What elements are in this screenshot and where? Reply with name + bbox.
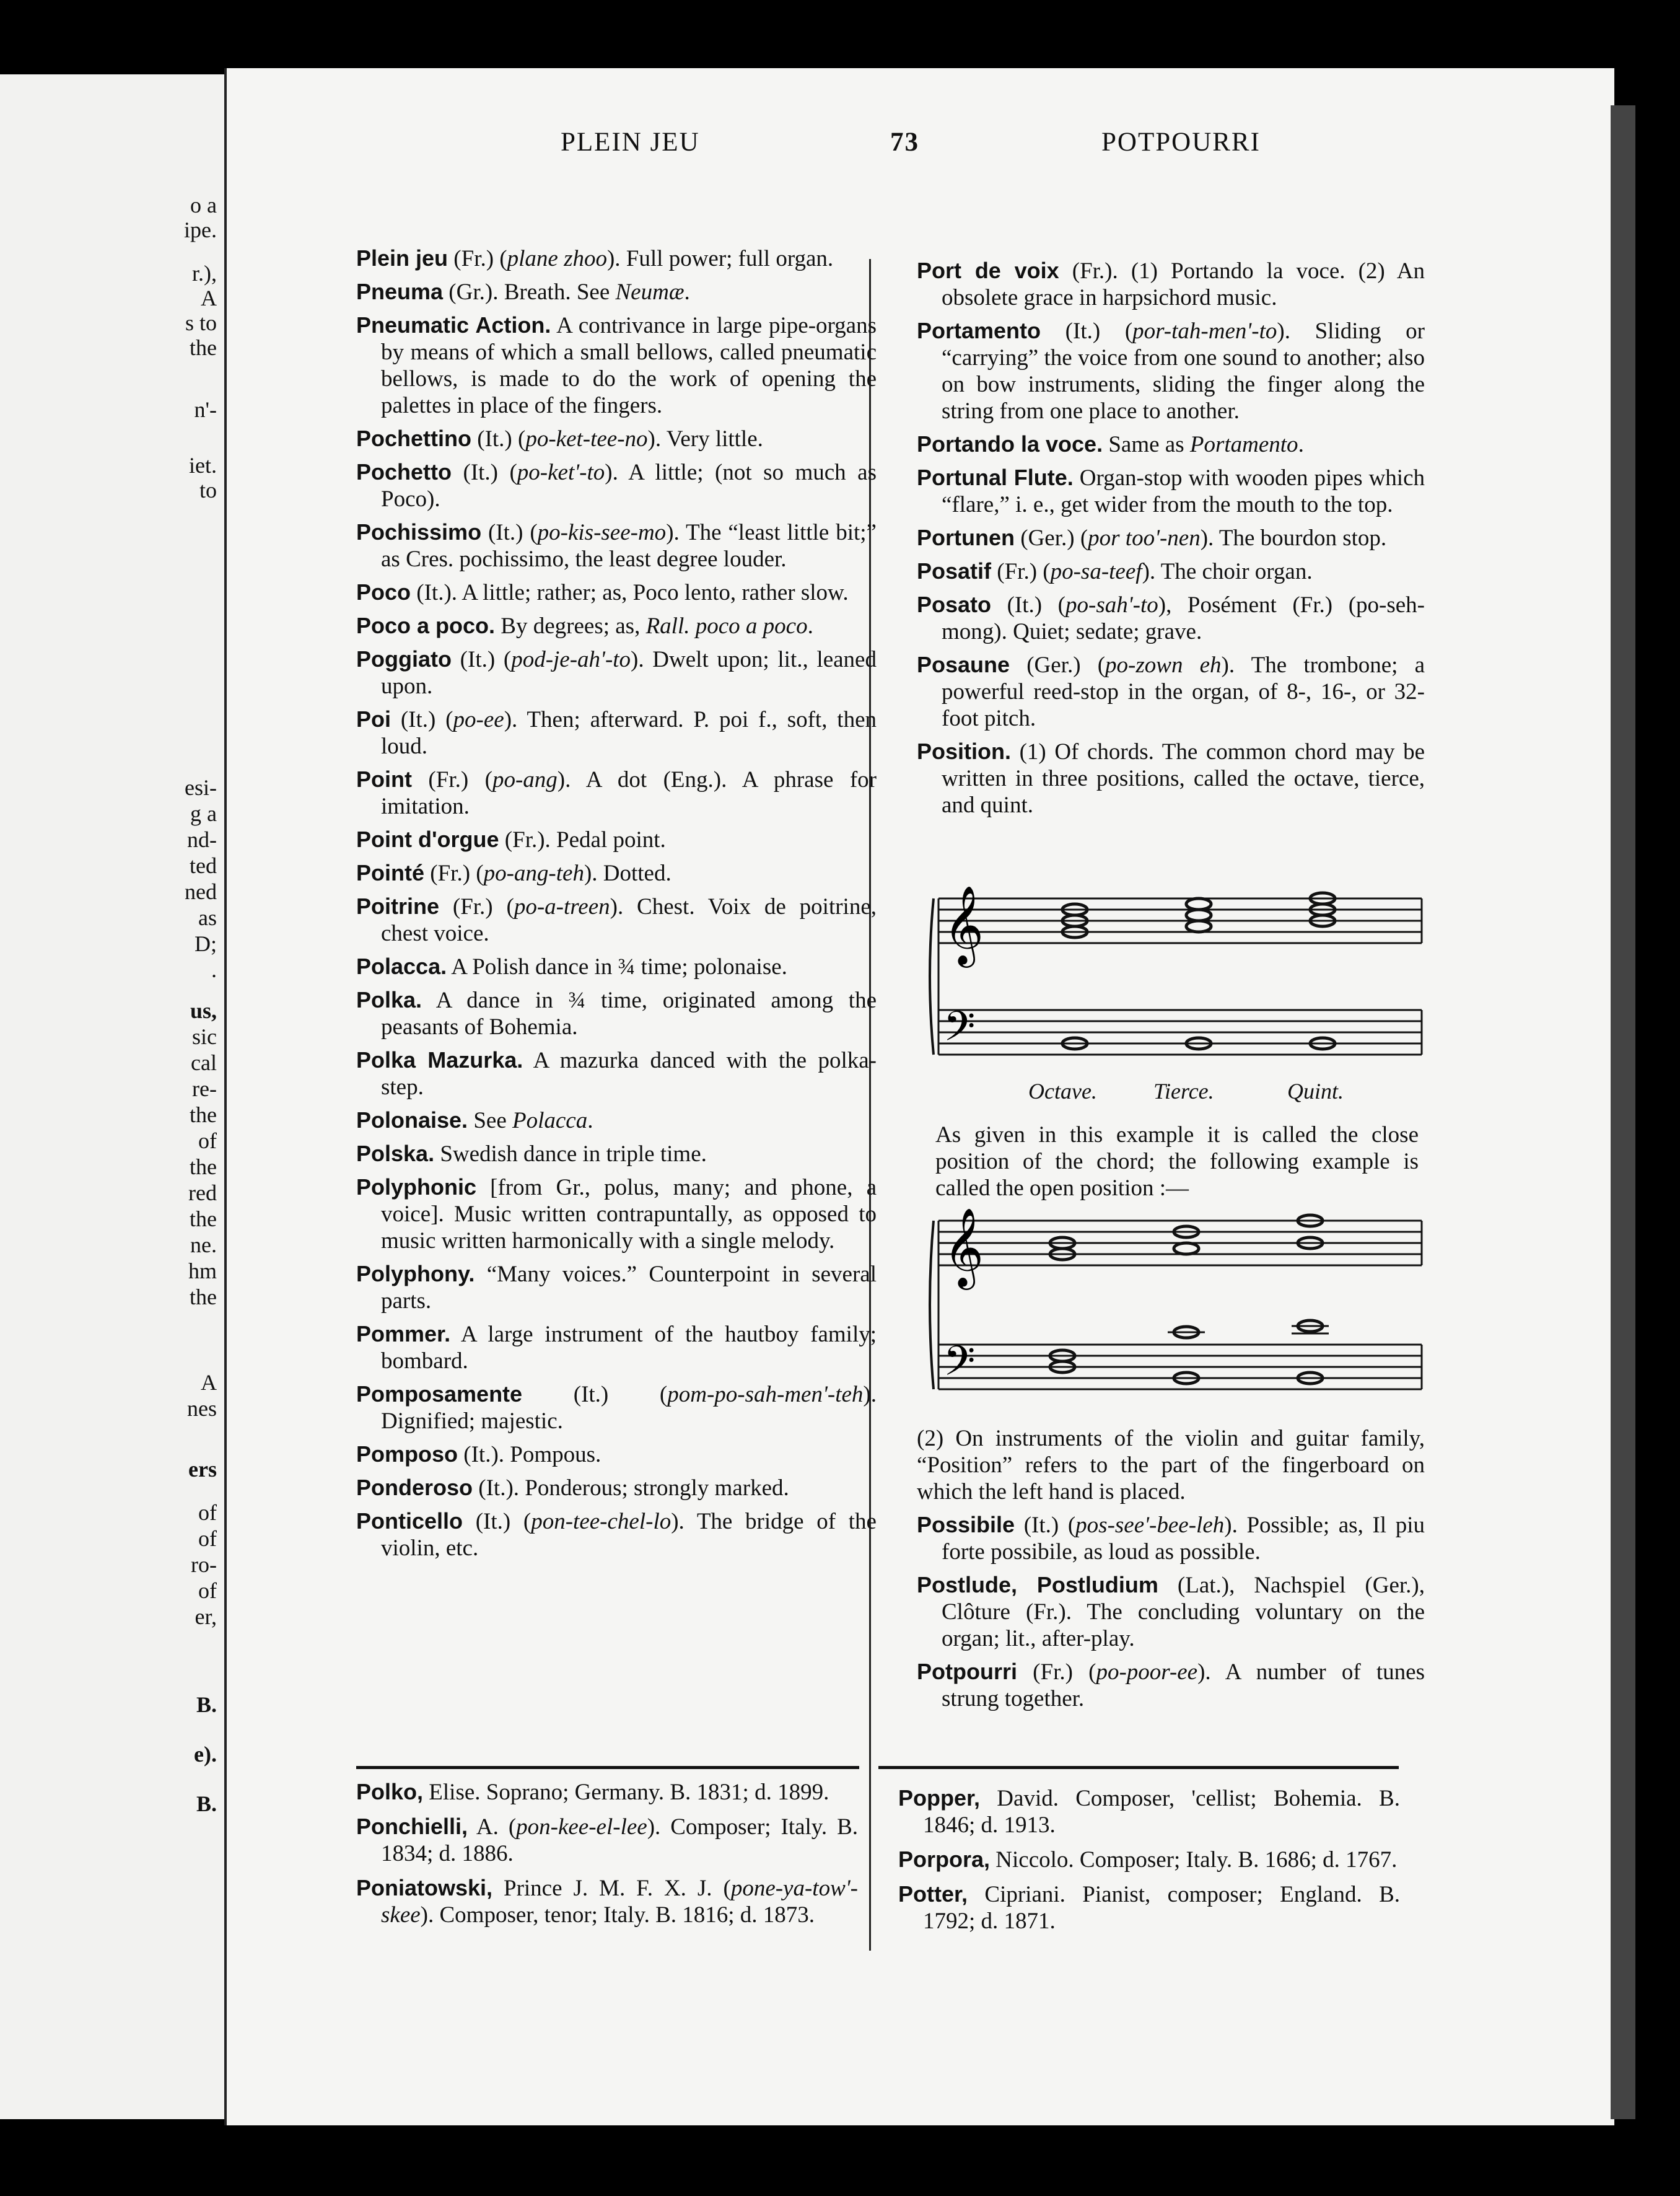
left-page-fragment — [0, 74, 224, 2119]
entry-headword: Polyphony. — [356, 1261, 475, 1286]
entry-text-end: ). A little; (not so much as Poco). — [381, 460, 877, 512]
margin-fragment: A — [201, 1370, 217, 1395]
entry-headword: Poco — [356, 579, 411, 605]
entry-text-end: . — [587, 1108, 593, 1133]
dictionary-entry — [356, 245, 877, 272]
entry-pronunciation: pom-po-sah-men'-teh — [667, 1382, 864, 1407]
entry-headword: Pneuma — [356, 279, 444, 304]
entry-text: (It.). Ponderous; strongly marked. — [473, 1475, 789, 1501]
margin-fragment: ted — [190, 853, 217, 878]
right-column-bottom — [917, 1425, 1425, 1718]
entry-text: (Fr.) ( — [1017, 1659, 1096, 1685]
margin-fragment: B. — [196, 1791, 217, 1816]
dictionary-entry — [917, 431, 1425, 458]
entry-headword: Poi — [356, 706, 392, 732]
dictionary-entry — [356, 1474, 877, 1501]
entry-text: (It.). A little; rather; as, Poco lento, rather slow. — [411, 580, 849, 605]
dictionary-entry — [917, 1571, 1425, 1652]
entry-text-end: ). Full power; full organ. — [606, 246, 834, 271]
dictionary-entry — [356, 612, 877, 639]
entry-text: (Fr.) ( — [991, 559, 1051, 584]
entry-headword: Pomposamente — [356, 1381, 523, 1407]
entry-headword: Pomposo — [356, 1441, 458, 1467]
entry-headword: Polyphonic — [356, 1174, 477, 1200]
entry-text: (1) Of chords. The common chord may be written in three positions, called the octave, tierce, and quint. — [942, 739, 1425, 818]
margin-fragment: the — [190, 1154, 217, 1179]
dictionary-entry — [356, 579, 877, 606]
entry-headword: Pommer. — [356, 1321, 451, 1346]
dictionary-entry — [917, 738, 1425, 819]
dictionary-entry — [356, 859, 877, 887]
entry-headword: Posatif — [917, 558, 992, 584]
entry-text-end: ), Posément (Fr.) (po-seh-mong). Quiet; sedate; grave. — [942, 592, 1425, 644]
entry-headword: Possibile — [917, 1512, 1015, 1537]
position-text: As given in this example it is called the close position of the chord; the following example is called the open position :— — [935, 1122, 1419, 1201]
entry-text: (Fr.). (1) Portando la voce. (2) An obsolete grace in harpsichord music. — [942, 258, 1425, 310]
margin-fragment: o a — [190, 193, 217, 217]
entry-headword: Popper, — [898, 1785, 981, 1811]
entry-pronunciation: plane zhoo — [507, 246, 607, 271]
entry-text: (It.) ( — [471, 426, 526, 452]
entry-text: (It.) ( — [1041, 318, 1133, 344]
dictionary-entry — [356, 1508, 877, 1561]
entry-headword: Pochissimo — [356, 519, 482, 545]
entry-headword: Pointé — [356, 860, 425, 885]
entry-pronunciation: por too'-nen — [1088, 525, 1201, 551]
entry-headword: Poggiato — [356, 646, 452, 672]
svg-text:𝄞: 𝄞 — [943, 1208, 984, 1286]
footnote-rule-right — [878, 1766, 1399, 1769]
entry-text: (Lat.), Nachspiel (Ger.), Clôture (Fr.). The concluding voluntary on the organ; lit., after-play. — [942, 1573, 1425, 1651]
entry-headword: Polka Mazurka. — [356, 1047, 523, 1073]
entry-text-end: ). Dwelt upon; lit., leaned upon. — [381, 647, 877, 699]
entry-text: (Gr.). Breath. See — [443, 279, 616, 305]
dictionary-entry — [917, 651, 1425, 732]
dictionary-entry — [356, 425, 877, 452]
entry-pronunciation: pone-ya-tow'-skee — [381, 1876, 858, 1928]
entry-pronunciation: po-ee — [453, 707, 504, 732]
margin-fragment: iet. — [189, 453, 217, 478]
entry-headword: Potter, — [898, 1881, 968, 1907]
margin-fragment: A — [201, 286, 217, 310]
position-explanation — [935, 1122, 1419, 1208]
entry-headword: Port de voix — [917, 258, 1059, 283]
entry-pronunciation: po-ang — [492, 767, 558, 793]
entry-headword: Point — [356, 766, 412, 792]
dictionary-entry — [917, 1425, 1425, 1505]
margin-fragment: s to — [185, 310, 217, 335]
margin-fragment: nes — [187, 1396, 217, 1421]
margin-fragment: as — [198, 905, 217, 930]
margin-fragment: the — [190, 335, 217, 360]
entry-text: (Fr.) ( — [448, 246, 507, 271]
entry-text-end: ). Then; afterward. P. poi f., soft, then loud. — [381, 707, 877, 759]
entry-headword: Ponchielli, — [356, 1814, 468, 1839]
dictionary-entry — [917, 317, 1425, 424]
entry-pronunciation: po-sah'-to — [1065, 592, 1158, 618]
entry-text: Swedish dance in triple time. — [434, 1141, 707, 1167]
margin-fragment: of — [198, 1500, 217, 1525]
entry-headword: Portamento — [917, 318, 1041, 343]
entry-text-end: ). Possible; as, Il piu forte possibile, as loud as possible. — [942, 1513, 1425, 1565]
entry-headword: Polacca. — [356, 954, 447, 979]
caption-quint: Quint. — [1287, 1079, 1344, 1104]
footnote-rule-left — [356, 1766, 859, 1769]
margin-fragment: nd- — [187, 827, 217, 852]
entry-headword: Potpourri — [917, 1659, 1017, 1684]
margin-fragment: the — [190, 1285, 217, 1309]
margin-fragment: esi- — [185, 775, 217, 800]
margin-fragment: of — [198, 1578, 217, 1603]
entry-pronunciation: pod-je-ah'-to — [511, 647, 631, 672]
dictionary-entry — [356, 1441, 877, 1468]
music-example-close-position — [926, 886, 1428, 1091]
entry-text-end: ). The bourdon stop. — [1200, 525, 1387, 551]
svg-text:𝄞: 𝄞 — [943, 886, 984, 964]
entry-text: David. Composer, 'cellist; Bohemia. B. 1846; d. 1913. — [923, 1786, 1400, 1838]
margin-fragment: B. — [196, 1692, 217, 1717]
dictionary-entry — [917, 257, 1425, 311]
entry-text-end: ). The “least little bit;” as Cres. pochissimo, the least degree louder. — [381, 520, 877, 572]
caption-tierce: Tierce. — [1153, 1079, 1214, 1104]
entry-text-end: ). Composer, tenor; Italy. B. 1816; d. 1873. — [420, 1902, 815, 1928]
entry-headword: Polko, — [356, 1779, 424, 1804]
entry-text: Cipriani. Pianist, composer; England. B. 1792; d. 1871. — [923, 1882, 1400, 1934]
entry-text: (It.) ( — [452, 460, 517, 485]
margin-fragment: D; — [195, 931, 217, 956]
page-edge-shadow — [1611, 105, 1635, 2119]
margin-fragment: the — [190, 1102, 217, 1127]
entry-text: (It.) ( — [463, 1509, 532, 1534]
dictionary-entry — [917, 1658, 1425, 1712]
entry-pronunciation: po-a-treen — [514, 894, 610, 920]
entry-pronunciation: po-sa-teef — [1050, 559, 1142, 584]
svg-text:𝄢: 𝄢 — [943, 1337, 976, 1395]
entry-headword: Portunal Flute. — [917, 465, 1074, 490]
entry-pronunciation: po-poor-ee — [1096, 1659, 1198, 1685]
entry-text: (It.). Pompous. — [458, 1442, 602, 1467]
dictionary-entry — [356, 1140, 877, 1167]
dictionary-entry — [356, 1107, 877, 1134]
entry-pronunciation: po-ket'-to — [517, 460, 605, 485]
entry-pronunciation: pon-tee-chel-lo — [531, 1509, 672, 1534]
entry-text-end: . — [807, 613, 813, 639]
entry-headword: Pochetto — [356, 459, 452, 485]
entry-text: [from Gr., polus, many; and phone, a voice]. Music written contrapuntally, as opposed to music written harmonically with a single melody. — [381, 1175, 877, 1254]
entry-text: (It.) ( — [481, 520, 538, 545]
entry-headword: Ponticello — [356, 1508, 463, 1534]
dictionary-entry — [898, 1785, 1400, 1838]
dictionary-entry — [356, 1174, 877, 1254]
entry-pronunciation: po-kis-see-mo — [537, 520, 667, 545]
entry-text: Organ-stop with wooden pipes which “flare,” i. e., get wider from the mouth to the top. — [942, 465, 1425, 517]
entry-text: A contrivance in large pipe-organs by means of which a small bellows, called pneumatic bellows, is made to do the work of opening the palettes in place of the fingers. — [381, 313, 877, 418]
entry-headword: Polka. — [356, 987, 422, 1012]
entry-headword: Posaune — [917, 652, 1010, 677]
margin-fragment: n'- — [194, 397, 217, 422]
entry-text: By degrees; as, — [495, 613, 646, 639]
entry-text: (Ger.) ( — [1015, 525, 1088, 551]
entry-pronunciation: Portamento — [1189, 432, 1298, 457]
margin-fragment: ned — [185, 879, 217, 904]
entry-text-end: ). The bridge of the violin, etc. — [381, 1509, 877, 1561]
margin-fragment: red — [188, 1180, 217, 1205]
entry-text: A Polish dance in ¾ time; polonaise. — [447, 954, 787, 980]
entry-text-end: ). A number of tunes strung together. — [942, 1659, 1425, 1711]
entry-headword: Polonaise. — [356, 1107, 468, 1133]
right-column-top — [917, 257, 1425, 825]
entry-text: (Fr.) ( — [411, 767, 492, 793]
dictionary-entry — [356, 1381, 877, 1434]
entry-headword: Pochettino — [356, 426, 471, 451]
dictionary-entry — [356, 1874, 858, 1928]
entry-text: (It.) ( — [991, 592, 1066, 618]
dictionary-entry — [917, 591, 1425, 645]
entry-text: A mazurka danced with the polka-step. — [381, 1048, 877, 1100]
svg-text:𝄢: 𝄢 — [943, 1003, 976, 1060]
entry-text-end: . — [684, 279, 690, 305]
dictionary-entry — [356, 312, 877, 419]
margin-fragment: re- — [192, 1076, 217, 1101]
entry-text: “Many voices.” Counterpoint in several parts. — [381, 1262, 877, 1314]
running-head-right: POTPOURRI — [1101, 128, 1261, 157]
entry-pronunciation: Rall. poco a poco — [645, 613, 808, 639]
margin-fragment: er, — [195, 1604, 217, 1629]
dictionary-entry — [917, 1511, 1425, 1565]
entry-pronunciation: po-zown eh — [1105, 652, 1222, 678]
entry-text-end: ). Very little. — [647, 426, 763, 452]
entry-text: Niccolo. Composer; Italy. B. 1686; d. 1767. — [990, 1847, 1398, 1873]
entry-pronunciation: Polacca — [512, 1108, 588, 1133]
dictionary-entry — [356, 646, 877, 700]
dictionary-entry — [898, 1881, 1400, 1935]
entry-headword: Postlude, Postludium — [917, 1572, 1158, 1597]
margin-fragment: cal — [191, 1050, 217, 1075]
entry-headword: Point d'orgue — [356, 827, 499, 852]
entry-text-end: ). Chest. Voix de poitrine, chest voice. — [381, 894, 877, 946]
entry-headword: Position. — [917, 739, 1011, 764]
entry-text: A. ( — [468, 1814, 517, 1840]
dictionary-entry — [898, 1846, 1400, 1873]
biography-right — [898, 1785, 1400, 1942]
entry-text-end: ). The choir organ. — [1142, 559, 1313, 584]
dictionary-entry — [356, 519, 877, 573]
margin-fragment: sic — [192, 1024, 217, 1049]
margin-fragment: of — [198, 1128, 217, 1153]
page-number: 73 — [890, 128, 919, 157]
entry-text-end: ). Sliding or “carrying” the voice from one sound to another; also on bow instruments, sliding the finger along the string from one place to another. — [942, 318, 1425, 424]
margin-fragment: . — [211, 957, 217, 982]
biography-left — [356, 1778, 858, 1936]
caption-octave: Octave. — [1028, 1079, 1097, 1104]
dictionary-entry — [356, 986, 877, 1040]
entry-text-end: ). The trombone; a powerful reed-stop in the organ, of 8-, 16-, or 32-foot pitch. — [942, 652, 1425, 731]
entry-text: (It.) ( — [451, 647, 512, 672]
entry-text-end: ). Dotted. — [584, 861, 672, 886]
entry-headword: Poco a poco. — [356, 613, 496, 638]
entry-headword: Pneumatic Action. — [356, 312, 551, 338]
entry-pronunciation: po-ket-tee-no — [525, 426, 648, 452]
entry-headword: Posato — [917, 592, 992, 617]
entry-pronunciation: por-tah-men'-to — [1132, 318, 1277, 344]
entry-text: Elise. Soprano; Germany. B. 1831; d. 1899. — [423, 1780, 829, 1805]
dictionary-entry — [356, 766, 877, 820]
entry-headword: Poitrine — [356, 894, 440, 919]
entry-text: (It.) ( — [391, 707, 453, 732]
dictionary-entry — [356, 826, 877, 853]
dictionary-entry — [356, 278, 877, 305]
entry-text: (Fr.) ( — [439, 894, 514, 920]
dictionary-entry — [356, 1320, 877, 1374]
margin-fragment: e). — [194, 1742, 217, 1767]
entry-text: (Fr.). Pedal point. — [499, 827, 666, 853]
entry-headword: Portando la voce. — [917, 431, 1103, 457]
entry-pronunciation: Neumæ — [615, 279, 685, 305]
entry-text: (Ger.) ( — [1010, 652, 1106, 678]
entry-text: (2) On instruments of the violin and guitar family, “Position” refers to the part of the fingerboard on which the left hand is placed. — [917, 1426, 1425, 1504]
running-head-left: PLEIN JEU — [561, 128, 700, 157]
margin-fragment: r.), — [192, 261, 217, 286]
dictionary-entry — [356, 706, 877, 760]
margin-fragment: ne. — [190, 1232, 217, 1257]
entry-text: Prince J. M. F. X. J. ( — [492, 1876, 731, 1901]
entry-headword: Poniatowski, — [356, 1875, 493, 1900]
dictionary-entry — [356, 893, 877, 947]
margin-fragment: the — [190, 1206, 217, 1231]
entry-text: (It.) ( — [1015, 1513, 1076, 1538]
dictionary-entry — [917, 524, 1425, 551]
entry-headword: Porpora, — [898, 1847, 991, 1872]
entry-headword: Polska. — [356, 1141, 435, 1166]
entry-text: (Fr.) ( — [424, 861, 484, 886]
entry-text: A large instrument of the hautboy family; bombard. — [381, 1322, 877, 1374]
entry-text-end: ). Composer; Italy. B. 1834; d. 1886. — [381, 1814, 858, 1866]
entry-text: A dance in ¾ time, originated among the peasants of Bohemia. — [381, 988, 877, 1040]
entry-text-end: ). A dot (Eng.). A phrase for imitation. — [381, 767, 877, 819]
entry-text-end: ). Dignified; majestic. — [381, 1382, 877, 1434]
dictionary-entry — [356, 1813, 858, 1867]
music-example-open-position — [926, 1208, 1428, 1419]
dictionary-entry — [917, 464, 1425, 518]
margin-fragment: g a — [190, 801, 217, 826]
dictionary-entry — [917, 558, 1425, 585]
entry-pronunciation: pon-kee-el-lee — [516, 1814, 647, 1840]
entry-text-end: . — [1298, 432, 1304, 457]
margin-fragment: ers — [188, 1457, 217, 1482]
entry-text: See — [468, 1108, 512, 1133]
dictionary-entry — [356, 459, 877, 512]
dictionary-entry — [356, 1778, 858, 1806]
dictionary-entry — [356, 1047, 877, 1100]
entry-headword: Ponderoso — [356, 1475, 473, 1500]
dictionary-entry — [356, 953, 877, 980]
entry-pronunciation: po-ang-teh — [483, 861, 584, 886]
entry-pronunciation: pos-see'-bee-leh — [1075, 1513, 1225, 1538]
margin-fragment: of — [198, 1526, 217, 1551]
margin-fragment: to — [199, 478, 217, 503]
margin-fragment: us, — [190, 998, 217, 1023]
entry-text: Same as — [1103, 432, 1190, 457]
entry-headword: Plein jeu — [356, 245, 448, 271]
entry-text: (It.) ( — [522, 1382, 668, 1407]
margin-fragment: ipe. — [184, 217, 217, 242]
dictionary-entry — [356, 1260, 877, 1314]
left-column — [356, 245, 877, 1568]
entry-headword: Portunen — [917, 525, 1015, 550]
margin-fragment: ro- — [191, 1552, 217, 1577]
margin-fragment: hm — [188, 1258, 217, 1283]
